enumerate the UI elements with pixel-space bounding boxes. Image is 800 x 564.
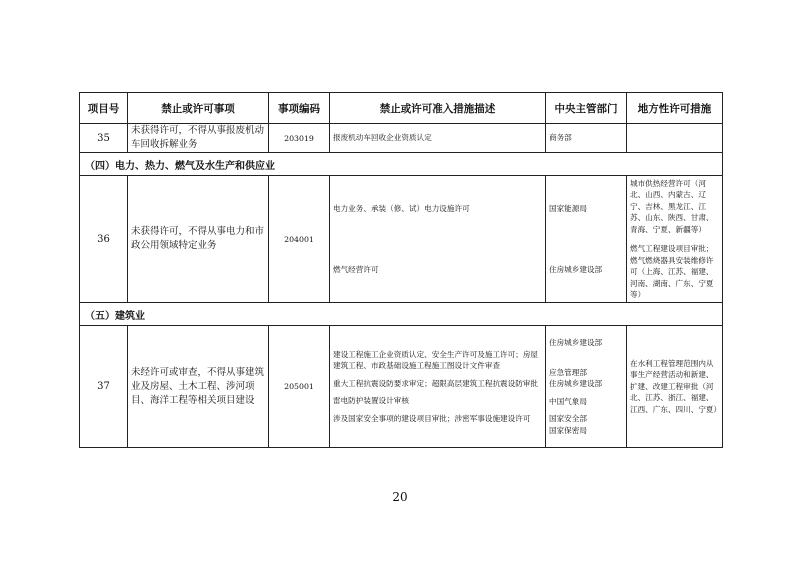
header-central-dept: 中央主管部门 [546,93,627,124]
table-row [80,176,723,303]
section-row [80,303,723,326]
dept-line: 国家能源局 [549,203,587,213]
local-line: 城市供热经营许可（河北、山西、内蒙古、辽宁、吉林、黑龙江、江苏、山东、陕西、甘肃、青海、宁夏、新疆等） [630,178,714,234]
row-number: 37 [80,326,128,448]
row-item: 未经许可或审查，不得从事建筑业及房屋、土木工程、涉河项目、海洋工程等相关项目建设 [128,326,269,448]
header-item-no: 项目号 [80,93,128,124]
row-code: 205001 [269,326,330,448]
row-local-measures [627,176,723,303]
row-code: 204001 [269,176,330,303]
description-line: 建设工程施工企业资质认定、安全生产许可及施工许可；房屋建筑工程、市政基础设施工程施工图设计文件审查 [333,349,539,371]
table-row [80,326,723,448]
header-description: 禁止或许可准入措施描述 [330,93,546,124]
section-title: （五）建筑业 [80,303,723,326]
row-description: 报废机动车回收企业资质认定 [330,124,546,153]
description-line: 燃气经营许可 [333,265,379,274]
table-header-row [80,93,723,124]
section-row [80,153,723,176]
row-number: 35 [80,124,128,153]
row-central-dept [546,176,627,303]
row-description [330,176,546,303]
description-line: 电力业务、承装（修、试）电力设施许可 [333,203,470,213]
dept-line: 国家保密局 [549,425,587,435]
local-line: 燃气工程建设项目审批；燃气燃烧器具安装维修许可（上海、江苏、福建、河南、湖南、广东、宁夏等） [630,244,714,299]
row-local-measures: 在水利工程管理范围内从事生产经营活动和新建、扩建、改建工程审批（河北、江苏、浙江、福建、江西、广东、四川、宁夏） [627,326,723,448]
row-central-dept: 商务部 [546,124,627,153]
table-row [80,124,723,153]
row-description [330,326,546,448]
dept-line: 应急管理部 [549,367,587,377]
row-local-measures [627,124,723,153]
dept-line: 中国气象局 [549,396,587,406]
row-number: 36 [80,176,128,303]
dept-line: 住房城乡建设部 [549,379,603,388]
header-local-measures: 地方性许可措施 [627,93,723,124]
row-item: 未获得许可，不得从事电力和市政公用领域特定业务 [128,176,269,303]
header-code: 事项编码 [269,93,330,124]
section-title: （四）电力、热力、燃气及水生产和供应业 [80,153,723,176]
description-line: 涉及国家安全事项的建设项目审批；涉密军事设施建设许可 [333,413,531,423]
description-line: 重大工程抗震设防要求审定；超限高层建筑工程抗震设防审批 [333,378,539,388]
header-item: 禁止或许可事项 [128,93,269,124]
description-line: 雷电防护装置设计审核 [333,396,409,406]
page-number: 20 [392,490,408,504]
dept-line: 国家安全部 [549,414,587,423]
row-code: 203019 [269,124,330,153]
row-item: 未获得许可，不得从事报废机动车回收拆解业务 [128,124,269,153]
row-central-dept [546,326,627,448]
dept-line: 住房城乡建设部 [549,338,603,347]
dept-line: 住房城乡建设部 [549,265,603,274]
regulation-table [79,92,723,448]
